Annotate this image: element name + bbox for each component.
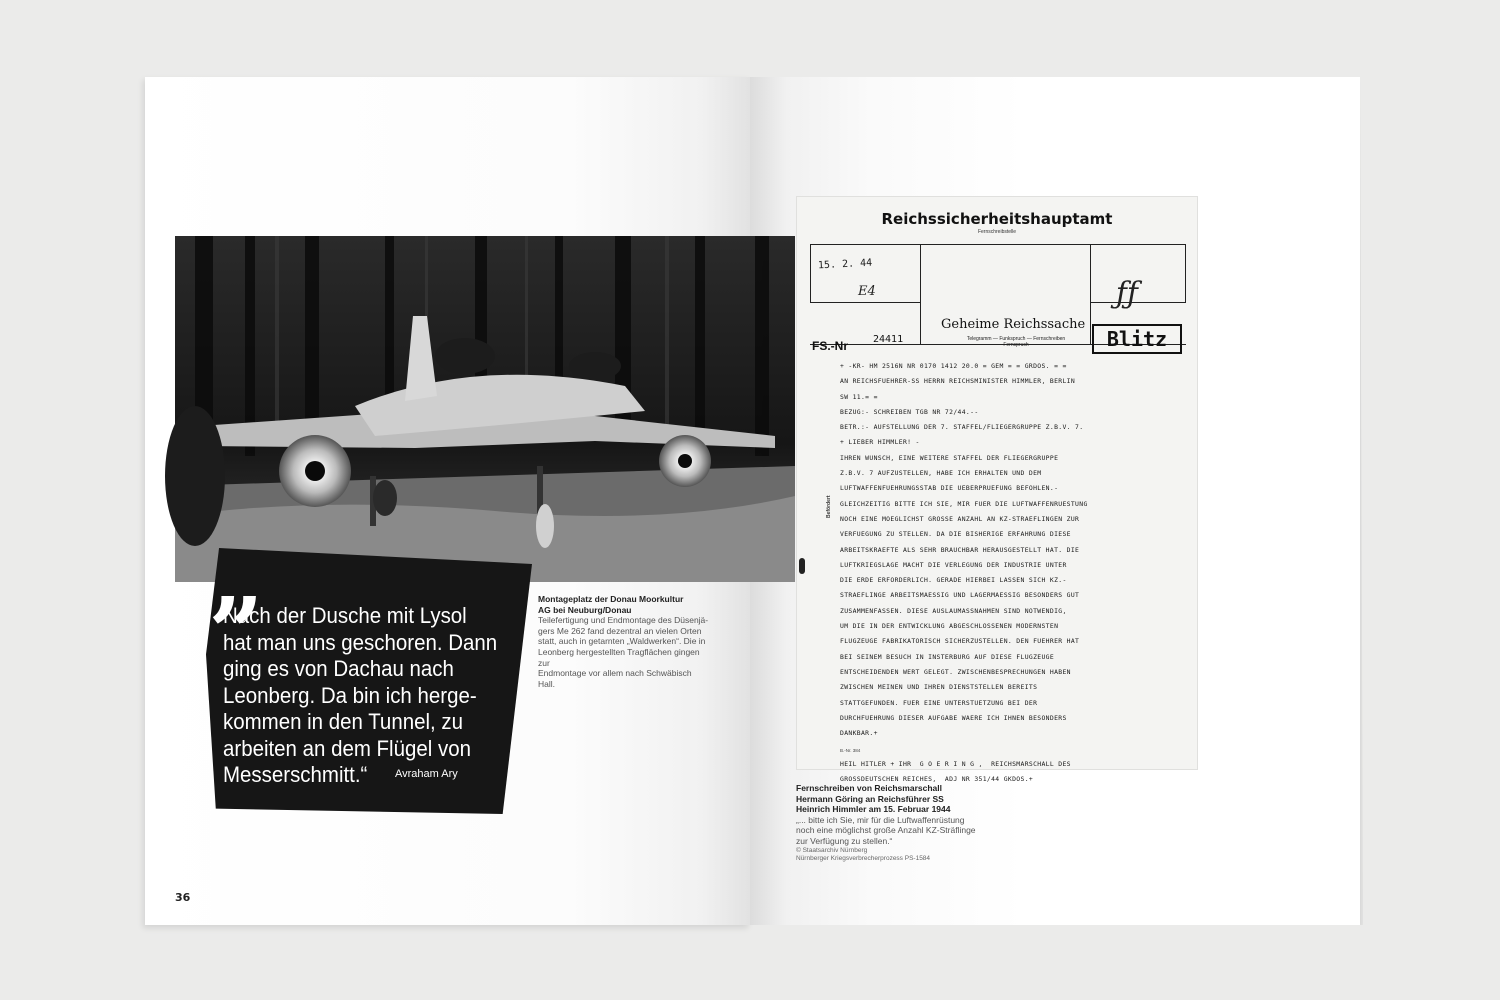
caption-source: © Staatsarchiv Nürnberg <box>796 846 868 854</box>
telegram-line: STATTGEFUNDEN. FUER EINE UNTERSTUETZUNG BEI DER <box>840 698 1038 707</box>
telegram-line: SW 11.= = <box>840 392 878 401</box>
classification: Geheime Reichssache <box>941 317 1086 332</box>
telegram-footer: B.-Nr. 384 <box>840 748 861 753</box>
caption-line: Endmontage vor allem nach Schwäbisch Hall. <box>538 668 692 689</box>
telegram-line: ARBEITSKRAEFTE ALS SEHR BRAUCHBAR HERAUSGESTELLT HAT. DIE <box>840 545 1080 554</box>
caption-line: zur Verfügung zu stellen.“ <box>796 835 893 846</box>
telegram-line <box>840 741 1190 756</box>
quote-author: Avraham Ary <box>395 768 458 780</box>
telegram-line: IHREN WUNSCH, EINE WEITERE STAFFEL DER FLIEGERGRUPPE <box>840 453 1059 462</box>
telegram-document <box>796 196 1198 784</box>
telegram-line: VERFUEGUNG ZU STELLEN. DA DIE BISHERIGE ERFAHRUNG DIESE <box>840 530 1071 539</box>
caption-line: „... bitte ich Sie, mir für die Luftwaffenrüstung <box>796 814 965 825</box>
quote-line: Messerschmitt.“ <box>223 762 368 787</box>
caption-line: gers Me 262 fand dezentral an vielen Orten <box>538 625 702 636</box>
telegram-line: Z.B.V. 7 AUFZUSTELLEN, HABE ICH ERHALTEN UND DEM <box>840 469 1042 478</box>
quote-line: hat man uns geschoren. Dann <box>223 629 498 655</box>
telegram-line: GROSSDEUTSCHEN REICHES, ADJ NR 351/44 GKDOS.+ <box>840 775 1034 784</box>
quote-text <box>223 603 502 789</box>
telegram-line: DIE ERDE ERFORDERLICH. GERADE HIERBEI LASSEN SICH KZ.- <box>840 576 1067 585</box>
telegram-line: BEZUG:- SCHREIBEN TGB NR 72/44.-- <box>840 407 979 416</box>
telegram-body <box>840 359 1190 787</box>
telegram-line: LUFTWAFFENFUEHRUNGSSTAB DIE UEBERPRUEFUNG BEFOHLEN.- <box>840 484 1059 493</box>
handwritten-mark: ƒƒ <box>1112 276 1142 311</box>
date-stamp: 15. 2. 44 <box>817 257 873 272</box>
caption-title: Hermann Göring an Reichsführer SS <box>796 793 944 804</box>
telegram-line: HEIL HITLER + IHR G O E R I N G , REICHSMARSCHALL DES <box>840 759 1071 768</box>
quote-line: arbeiten an dem Flügel von <box>223 735 471 761</box>
fs-number: 24411 <box>873 334 904 345</box>
telegram-line: DURCHFUEHRUNG DIESER AUFGABE WAERE ICH IHNEN BESONDERS <box>840 713 1067 722</box>
quote-mark: „ <box>210 521 266 634</box>
telegram-line: LUFTKRIEGSLAGE MACHT DIE VERLEGUNG DER INDUSTRIE UNTER <box>840 560 1067 569</box>
priority-stamp: Blitz <box>1092 324 1182 354</box>
caption-title: AG bei Neuburg/Donau <box>538 604 632 615</box>
caption-line: Leonberg hergestellten Tragflächen gingen zur <box>538 646 700 668</box>
punch-hole <box>799 558 805 574</box>
telegram-line: ZUSAMMENFASSEN. DIESE AUSLAUMASSNAHMEN SIND NOTWENDIG, <box>840 606 1067 615</box>
telegram-line: STRAEFLINGE ARBEITSMAESSIG UND LAGERMAESSIG BESONDERS GUT <box>840 591 1080 600</box>
telegram-line: + LIEBER HIMMLER! - <box>840 438 920 447</box>
telegram-line: + -KR- HM 2516N NR 0170 1412 20.0 = GEM = = GRDOS. = = <box>840 362 1067 370</box>
caption-title: Montageplatz der Donau Moorkultur <box>538 594 684 604</box>
photo-caption <box>538 594 710 689</box>
telegram-header: Reichssicherheitshauptamt <box>881 210 1113 228</box>
telegram-line: NOCH EINE MOEGLICHST GROSSE ANZAHL AN KZ-STRAEFLINGEN ZUR <box>840 514 1080 523</box>
handwritten-initials: E4 <box>858 284 876 299</box>
telegram-line: ENTSCHEIDENDEN WERT GELEGT. ZWISCHENBESPRECHUNGEN HABEN <box>840 667 1071 676</box>
aircraft-photo <box>175 236 795 582</box>
page-number: 36 <box>175 891 191 904</box>
caption-title: Heinrich Himmler am 15. Februar 1944 <box>796 804 951 815</box>
telegram-line: BETR.:- AUFSTELLUNG DER 7. STAFFEL/FLIEGERGRUPPE Z.B.V. 7. <box>840 423 1084 432</box>
fs-label: FS.-Nr <box>812 339 848 353</box>
telegram-line: AN REICHSFUEHRER-SS HERRN REICHSMINISTER HIMMLER, BERLIN <box>840 377 1076 386</box>
classification-sub-line: Fernspruch <box>1003 342 1029 348</box>
caption-line: noch eine möglichst große Anzahl KZ-Sträflinge <box>796 825 976 836</box>
margin-note: Befördert <box>826 495 832 518</box>
telegram-line: BEI SEINEM BESUCH IN INSTERBURG AUF DIESE FLUGZEUGE <box>840 652 1055 661</box>
quote-line: Nach der Dusche mit Lysol <box>223 603 467 628</box>
quote-line: ging es von Dachau nach <box>223 656 454 681</box>
telegram-line: UM DIE IN DER ENTWICKLUNG ABGESCHLOSSENEN MODERNSTEN <box>840 622 1059 631</box>
telegram-subheader: Fernschreibstelle <box>977 229 1017 235</box>
telegram-line: GLEICHZEITIG BITTE ICH SIE, MIR FUER DIE LUFTWAFFENRUESTUNG <box>840 499 1088 508</box>
quote-line: kommen in den Tunnel, zu <box>223 709 463 734</box>
caption-source: Nürnberger Kriegsverbrecherprozess PS-1584 <box>796 855 931 863</box>
caption-line: Teilefertigung und Endmontage des Düsenjä- <box>538 615 709 626</box>
quote-line: Leonberg. Da bin ich herge- <box>223 682 477 708</box>
caption-line: statt, auch in getarnten „Waldwerken“. Die in <box>538 636 706 647</box>
classification-sub <box>946 336 1086 348</box>
telegram-line: FLUGZEUGE FABRIKATORISCH SICHERZUSTELLEN. DEN FUEHRER HAT <box>840 637 1080 646</box>
classification-sub-line: Telegramm — Funkspruch — Fernschreiben <box>966 336 1066 342</box>
telegram-line: ZWISCHEN MEINEN UND IHREN DIENSTSTELLEN BEREITS <box>840 683 1038 692</box>
document-caption <box>796 783 986 864</box>
caption-title: Fernschreiben von Reichsmarschall <box>796 783 942 793</box>
telegram-line: DANKBAR.+ <box>840 729 878 738</box>
